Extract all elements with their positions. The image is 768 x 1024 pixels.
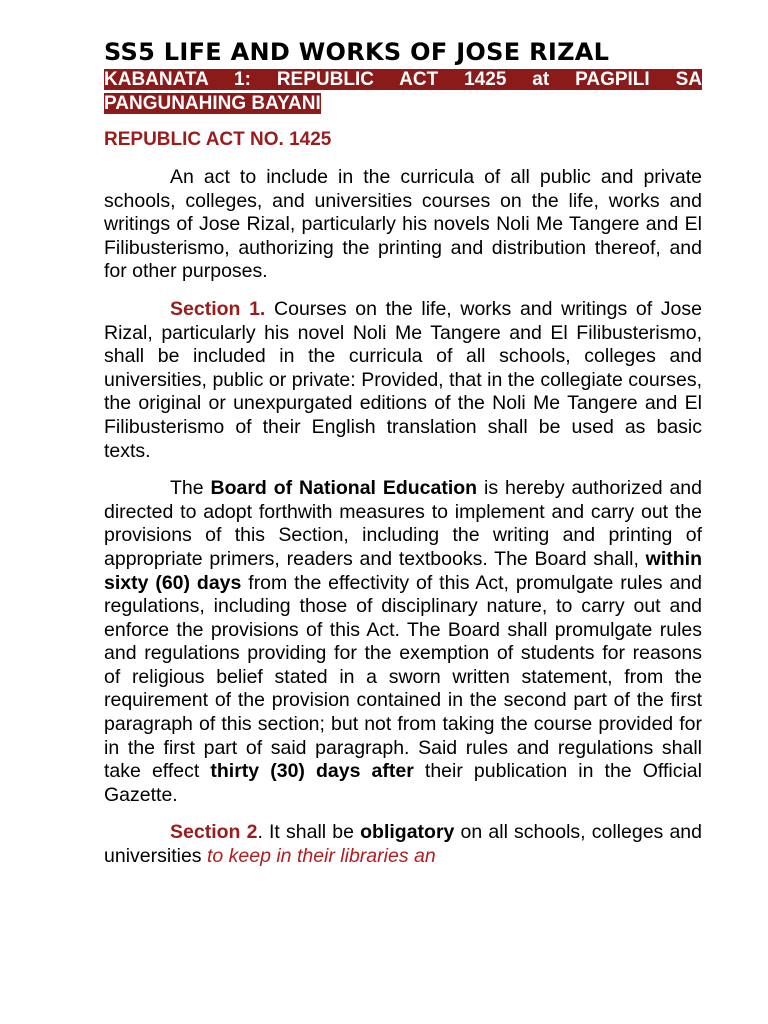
document-title: SS5 LIFE AND WORKS OF JOSE RIZAL xyxy=(104,38,610,66)
section-2-text-2: on all schools, colleges and universities xyxy=(104,821,702,868)
document-content xyxy=(104,38,702,869)
section-1-label: Section 1. xyxy=(170,297,266,320)
board-bold-1: Board of National Education xyxy=(210,477,478,500)
section-2-label: Section 2 xyxy=(170,821,258,844)
section-2-text-1: It shall be xyxy=(262,821,361,844)
board-bold-3: thirty (30) days after xyxy=(210,760,414,783)
board-text-1: The xyxy=(170,477,211,500)
section-2-italic: to keep in their libraries an xyxy=(206,845,436,868)
board-text-2: is hereby authorized and directed to adopt forthwith measures to implement and carry out the provisions of this Section, including the writing and printing of appropriate primers, readers and textbooks. The Board shall, xyxy=(104,477,702,570)
chapter-heading xyxy=(104,68,702,116)
section-2-dot: . xyxy=(257,821,263,844)
section-2-paragraph xyxy=(104,821,702,868)
chapter-heading-highlight: KABANATA 1: REPUBLIC ACT 1425 at PAGPILI SA PANGUNAHING BAYANI xyxy=(104,69,702,114)
intro-paragraph: An act to include in the curricula of all public and private schools, colleges, and universities courses on the life, works and writings of Jose Rizal, particularly his novels Noli Me Tangere and El Filibusterismo, authorizing the printing and distribution thereof, and for other purposes. xyxy=(104,166,702,283)
section-1-text: Courses on the life, works and writings of Jose Rizal, particularly his novel Noli Me Tangere and El Filibusterismo, shall be included in the curricula of all schools, colleges and universities, public or private: Provided, that in the collegiate courses, the original or unexpurgated editions of the Noli Me Tangere and El Filibusterismo of their English translation shall be used as basic texts. xyxy=(104,297,702,462)
section-1-paragraph xyxy=(104,298,702,463)
board-text-4: their publication in the Official Gazette. xyxy=(104,760,702,806)
act-heading: REPUBLIC ACT NO. 1425 xyxy=(104,129,332,150)
board-bold-2: within sixty (60) days xyxy=(104,547,702,594)
board-paragraph xyxy=(104,477,702,807)
section-2-bold: obligatory xyxy=(360,821,455,844)
board-text-3: from the effectivity of this Act, promulgate rules and regulations, including those of disciplinary nature, to carry out and enforce the provisions of this Act. The Board shall promulgate rules and regulations providing for the exemption of students for reasons of religious belief stated in a sworn written statement, from the requirement of the provision contained in the second part of the first paragraph of this section; but not from taking the course provided for in the first part of said paragraph. Said rules and regulations shall take effect xyxy=(104,571,702,783)
